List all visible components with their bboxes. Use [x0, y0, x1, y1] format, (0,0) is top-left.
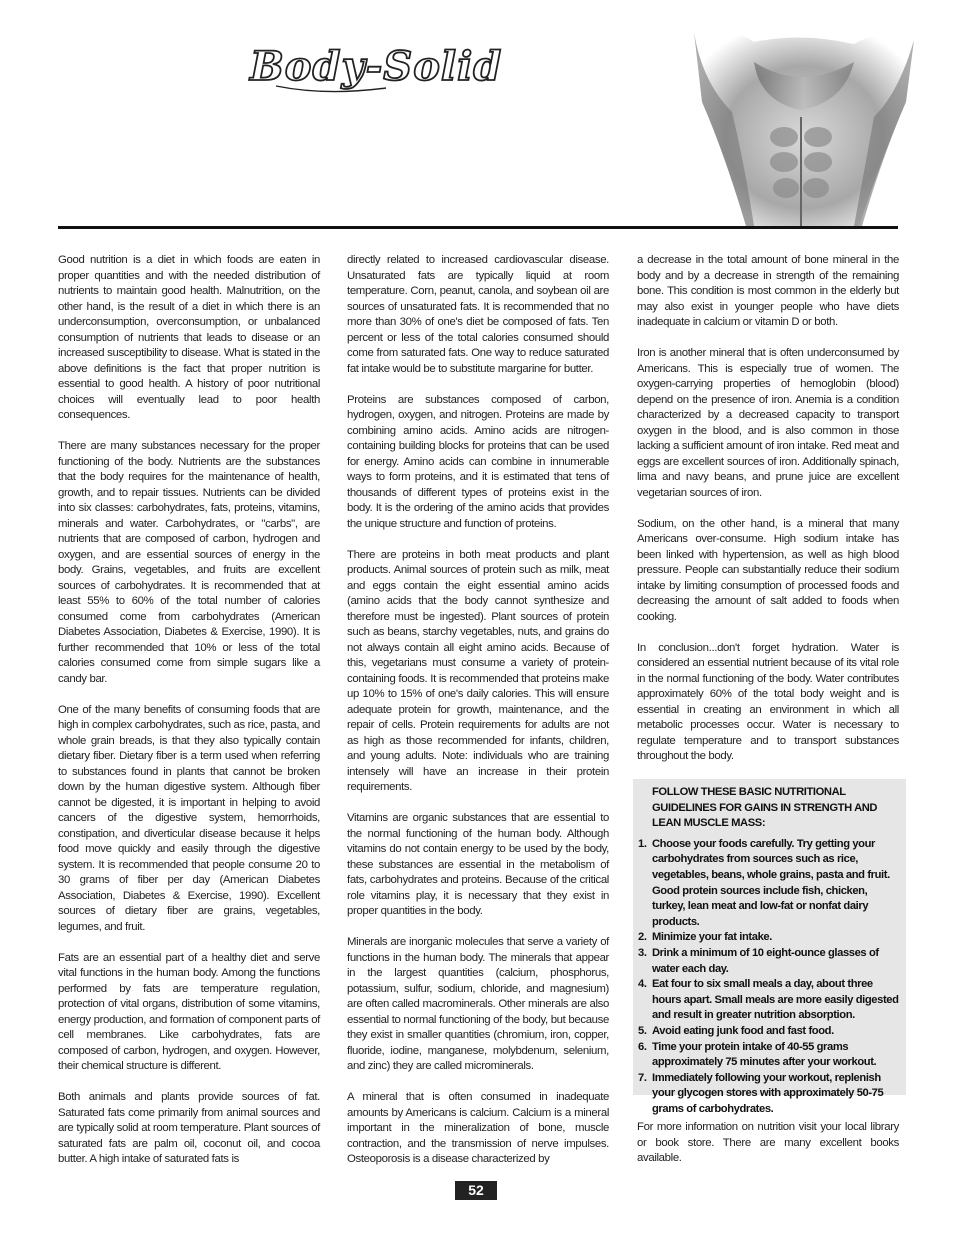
paragraph: There are proteins in both meat products and plant products. Animal sources of protein such as milk, meat and eggs contain the eight essential amino acids (amino acids that the body cannot synthesize and therefore must be ingested). Plant sources of protein such as beans, starchy vegetables, nuts, and grains do not always contain all eight amino acids. Because of this, vegetarians must consume a variety of protein-containing foods. It is recommended that proteins make up 10% to 15% of one's daily calories. This will ensure adequate protein for growth, maintenance, and the repair of cells. Protein requirements for adults are not as high as those recommended for infants, children, and young adults. Note: individuals who are training intensely will have an increase in their protein requirements. [347, 548, 609, 793]
paragraph: Iron is another mineral that is often underconsumed by Americans. This is especially true of women. The oxygen-carrying properties of hemoglobin (blood) depend on the presence of iron. Anemia is a condition characterized by a decreased capacity to transport oxygen in the blood, and is also common in those lacking a sufficient amount of iron intake. Red meat and eggs are excellent sources of iron. Additionally spinach, lima and navy beans, and prune juice are excellent vegetarian sources of iron. [637, 347, 899, 499]
list-number: 5. [638, 1024, 647, 1037]
column-3 [637, 253, 899, 780]
paragraph: In conclusion...don't forget hydration. Water is considered an essential nutrient because of its vital role in the normal functioning of the body. Water contributes approximately 60% of the total body weight and is essential in creating an environment in which all metabolic processes occur. Water is necessary to regulate temperature and to transport substances throughout the body. [637, 641, 899, 762]
paragraph: Proteins are substances composed of carbon, hydrogen, oxygen, and nitrogen. Proteins are made by combining amino acids. Amino acids are nitrogen-containing building blocks for proteins that can be used for energy. Amino acids can combine in innumerable ways to form proteins, and it is estimated that tens of thousands of different types of proteins exist in the body. It is the ordering of the amino acids that provides the unique structure and function of proteins. [347, 393, 609, 530]
paragraph: Good nutrition is a diet in which foods are eaten in proper quantities and with the needed distribution of nutrients to maintain good health. Malnutrition, on the other hand, is the result of a diet in which there is an underconsumption, overconsumption, or unbalanced consumption of nutrients that leads to disease or an increased susceptibility to disease. What is stated in the above definitions is the fact that proper nutrition is essential to good health. A history of poor nutritional choices will eventually lead to poor health consequences. [58, 254, 320, 421]
list-text: Drink a minimum of 10 eight-ounce glasses of water each day. [652, 946, 879, 975]
list-number: 4. [638, 978, 647, 991]
list-item [638, 1040, 900, 1071]
list-item [638, 977, 900, 1024]
paragraph: A mineral that is often consumed in inadequate amounts by Americans is calcium. Calcium is a mineral important in the mineralization of bone, muscle contraction, and the transmission of nerve impulses. Osteoporosis is a disease characterized by [347, 1091, 609, 1165]
paragraph: Minerals are inorganic molecules that serve a variety of functions in the human body. The minerals that appear in the largest quantities (calcium, phosphorus, potassium, sulfur, sodium, chloride, and magnesium) are often called macrominerals. Other minerals are also essential to normal functioning of the body, but because they exist in smaller quantities (chromium, iron, copper, fluoride, iodine, manganese, molybdenum, selenium, and zinc) they are called microminerals. [347, 936, 609, 1072]
list-text: Immediately following your workout, replenish your glycogen stores with approximately 50-75 grams of carbohydrates. [652, 1071, 884, 1115]
list-text: Choose your foods carefully. Try getting your carbohydrates from sources such as rice, vegetables, beans, whole grains, pasta and fruit. Good protein sources include fish, chicken, turkey, lean meat and low-fat or nonfat dairy products. [652, 837, 890, 928]
body-solid-logo [246, 36, 526, 100]
column-1 [58, 253, 320, 1183]
list-number: 7. [638, 1071, 647, 1084]
list-number: 1. [638, 837, 647, 850]
list-item [638, 1071, 900, 1118]
list-item [638, 1024, 900, 1040]
page-number: 52 [455, 1181, 497, 1200]
list-number: 2. [638, 931, 647, 944]
guidelines-box [633, 779, 906, 1115]
list-text: Eat four to six small meals a day, about three hours apart. Small meals are more easily digested and result in greater nutrition absorption. [652, 978, 899, 1022]
list-item [638, 946, 900, 977]
paragraph: One of the many benefits of consuming foods that are high in complex carbohydrates, such as rice, pasta, and whole grain breads, is that they also typically contain dietary fiber. Dietary fiber is a term used when referring to substances found in plants that cannot be broken down by the human digestive system. Although fiber cannot be digested, it is important in helping to avoid cancers of the digestive system, hemorrhoids, constipation, and diverticular disease because it helps food move quickly and easily through the digestive system. It is recommended that people consume 20 to 30 grams of fiber per day (American Diabetes Association, Diabetes & Exercise, 1990). Excellent sources of dietary fiber are grains, vegetables, legumes, and fruit. [58, 703, 320, 933]
list-item [638, 837, 900, 931]
svg-text:Body-Solid: Body-Solid [250, 43, 503, 90]
list-item [638, 930, 900, 946]
list-text: Minimize your fat intake. [652, 931, 772, 944]
list-number: 3. [638, 946, 647, 959]
list-number: 6. [638, 1040, 647, 1053]
closing-note: For more information on nutrition visit your local library or book store. There are many excellent books available. [637, 1121, 899, 1164]
paragraph: Sodium, on the other hand, is a mineral that many Americans over-consume. High sodium intake has been linked with hypertension, as well as high blood pressure. People can substantially reduce their sodium intake by limiting consumption of processed foods and decreasing the amount of salt added to foods when cooking. [637, 517, 899, 623]
list-text: Time your protein intake of 40-55 grams approximately 75 minutes after your workout. [652, 1040, 877, 1069]
guidelines-title: FOLLOW THESE BASIC NUTRITIONAL GUIDELINES FOR GAINS IN STRENGTH AND LEAN MUSCLE MASS: [652, 786, 878, 830]
paragraph: Both animals and plants provide sources of fat. Saturated fats come primarily from animal sources and are typically solid at room temperature. Plant sources of saturated fats are palm oil, coconut oil, and cocoa butter. A high intake of saturated fats is [58, 1091, 320, 1165]
header-divider [58, 226, 898, 229]
paragraph: a decrease in the total amount of bone mineral in the body and by a decrease in strength of the remaining bone. This condition is most common in the elderly but may also exist in younger people who have diets inadequate in calcium or vitamin D or both. [637, 254, 899, 328]
paragraph: There are many substances necessary for the proper functioning of the body. Nutrients are the substances that the body requires for the maintenance of health, growth, and to repair tissues. Nutrients can be divided into six classes: carbohydrates, fats, proteins, vitamins, minerals and water. Carbohydrates, or "carbs", are nutrients that are composed of carbon, hydrogen and oxygen, and are essential sources of energy in the body. Grains, vegetables, and fruits are excellent sources of carbohydrates. It is recommended that at least 55% to 60% of the total number of calories consumed come from carbohydrates (American Diabetes Association, Diabetes & Exercise, 1990). It is further recommended that 10% or less of the total calories consumed come from simple sugars like a candy bar. [58, 440, 320, 685]
torso-photo [684, 22, 918, 226]
column-2 [347, 253, 609, 1183]
guidelines-list [638, 837, 900, 1118]
list-text: Avoid eating junk food and fast food. [652, 1024, 834, 1037]
paragraph: Fats are an essential part of a healthy diet and serve vital functions in the human body. Among the functions performed by fats are temperature regulation, protection of vital organs, distribution of some vitamins, energy production, and formation of component parts of cell membranes. Like carbohydrates, fats are composed of carbon, hydrogen, and oxygen. However, their chemical structure is different. [58, 951, 320, 1072]
paragraph: Vitamins are organic substances that are essential to the normal functioning of the human body. Although vitamins do not contain energy to be used by the body, these substances are essential in the metabolism of fats, carbohydrates and proteins. Because of the critical role vitamins play, it is necessary that they exist in proper quantities in the body. [347, 812, 609, 917]
paragraph: directly related to increased cardiovascular disease. Unsaturated fats are typically liquid at room temperature. Corn, peanut, canola, and soybean oil are sources of unsaturated fats. It is recommended that no more than 30% of one's diet be composed of fats. Ten percent or less of the total calories consumed should come from saturated fats. One way to reduce saturated fat intake would be to substitute margarine for butter. [347, 254, 609, 375]
